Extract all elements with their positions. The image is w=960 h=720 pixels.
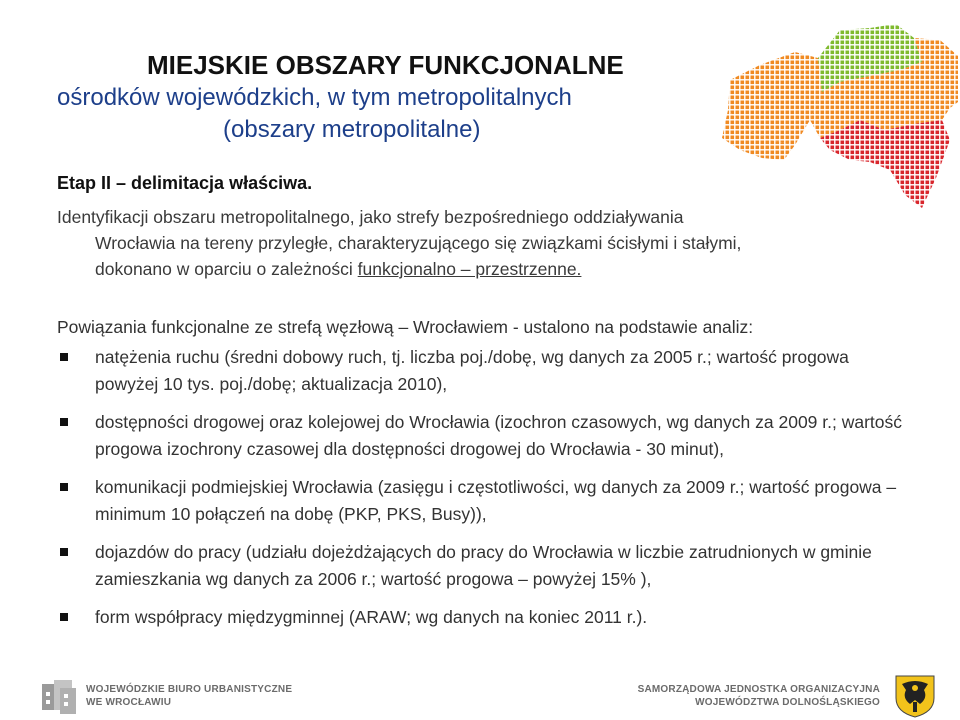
analysis-lead: Powiązania funkcjonalne ze strefą węzłową – Wrocławiem - ustalono na podstawie analiz: bbox=[57, 317, 754, 337]
list-item bbox=[57, 539, 907, 593]
intro-text: dokonano w oparciu o zależności bbox=[95, 259, 358, 279]
page-subtitle-parenthetical: (obszary metropolitalne) bbox=[223, 116, 481, 143]
coat-of-arms-icon bbox=[892, 674, 938, 718]
wbu-logo-icon bbox=[40, 678, 78, 716]
list-item-text: komunikacji podmiejskiej Wrocławia (zasięgu i częstotliwości, wg danych za 2009 r.; wartość progowa – minimum 10 połączeń na dobę (PKP, PKS, Busy)), bbox=[95, 477, 897, 524]
title-block bbox=[55, 48, 695, 146]
intro-line: Identyfikacji obszaru metropolitalnego, jako strefy bezpośredniego oddziaływania bbox=[57, 207, 684, 227]
footer bbox=[0, 672, 960, 720]
intro-line: Wrocławia na tereny przyległe, charakteryzującego się związkami ścisłymi i stałymi, bbox=[95, 233, 742, 253]
square-bullet-icon bbox=[60, 548, 68, 556]
footer-right-text bbox=[638, 683, 880, 709]
footer-left-text bbox=[86, 683, 292, 709]
footer-left-line: WOJEWÓDZKIE BIURO URBANISTYCZNE bbox=[86, 684, 293, 695]
list-item bbox=[57, 344, 907, 398]
criteria-list bbox=[57, 344, 907, 631]
page-subtitle: ośrodków wojewódzkich, w tym metropolitalnych bbox=[57, 84, 572, 111]
intro-line bbox=[95, 256, 847, 282]
list-item bbox=[57, 474, 907, 528]
square-bullet-icon bbox=[60, 483, 68, 491]
functional-spatial-link: funkcjonalno – przestrzenne. bbox=[357, 259, 582, 279]
list-item bbox=[57, 409, 907, 463]
analysis-section bbox=[57, 314, 907, 642]
stage-heading: Etap II – delimitacja właściwa. bbox=[57, 173, 313, 193]
intro-paragraph bbox=[57, 204, 847, 282]
footer-left-line: WE WROCŁAWIU bbox=[86, 697, 172, 708]
page-title: MIEJSKIE OBSZARY FUNKCJONALNE bbox=[147, 50, 624, 80]
square-bullet-icon bbox=[60, 353, 68, 361]
square-bullet-icon bbox=[60, 613, 68, 621]
list-item bbox=[57, 604, 907, 631]
list-item-text: natężenia ruchu (średni dobowy ruch, tj. liczba poj./dobę, wg danych za 2005 r.; wartość progowa powyżej 10 tys. poj./dobę; aktualizacja 2010), bbox=[95, 347, 849, 394]
list-item-text: dostępności drogowej oraz kolejowej do Wrocławia (izochron czasowych, wg danych za 2009 r.; wartość progowa izochrony czasowej dla dostępności drogowej do Wrocławia - 30 minut), bbox=[95, 412, 903, 459]
square-bullet-icon bbox=[60, 418, 68, 426]
list-item-text: form współpracy międzygminnej (ARAW; wg danych na koniec 2011 r.). bbox=[95, 607, 648, 627]
footer-right-line: WOJEWÓDZTWA DOLNOŚLĄSKIEGO bbox=[695, 697, 880, 708]
region-map-decoration bbox=[700, 10, 960, 215]
footer-right-line: SAMORZĄDOWA JEDNOSTKA ORGANIZACYJNA bbox=[637, 684, 880, 695]
list-item-text: dojazdów do pracy (udziału dojeżdżających do pracy do Wrocławia w liczbie zatrudnionych w gminie zamieszkania wg danych za 2006 r.; wartość progowa – powyżej 15% ), bbox=[95, 542, 872, 589]
map-region-south bbox=[820, 120, 950, 208]
